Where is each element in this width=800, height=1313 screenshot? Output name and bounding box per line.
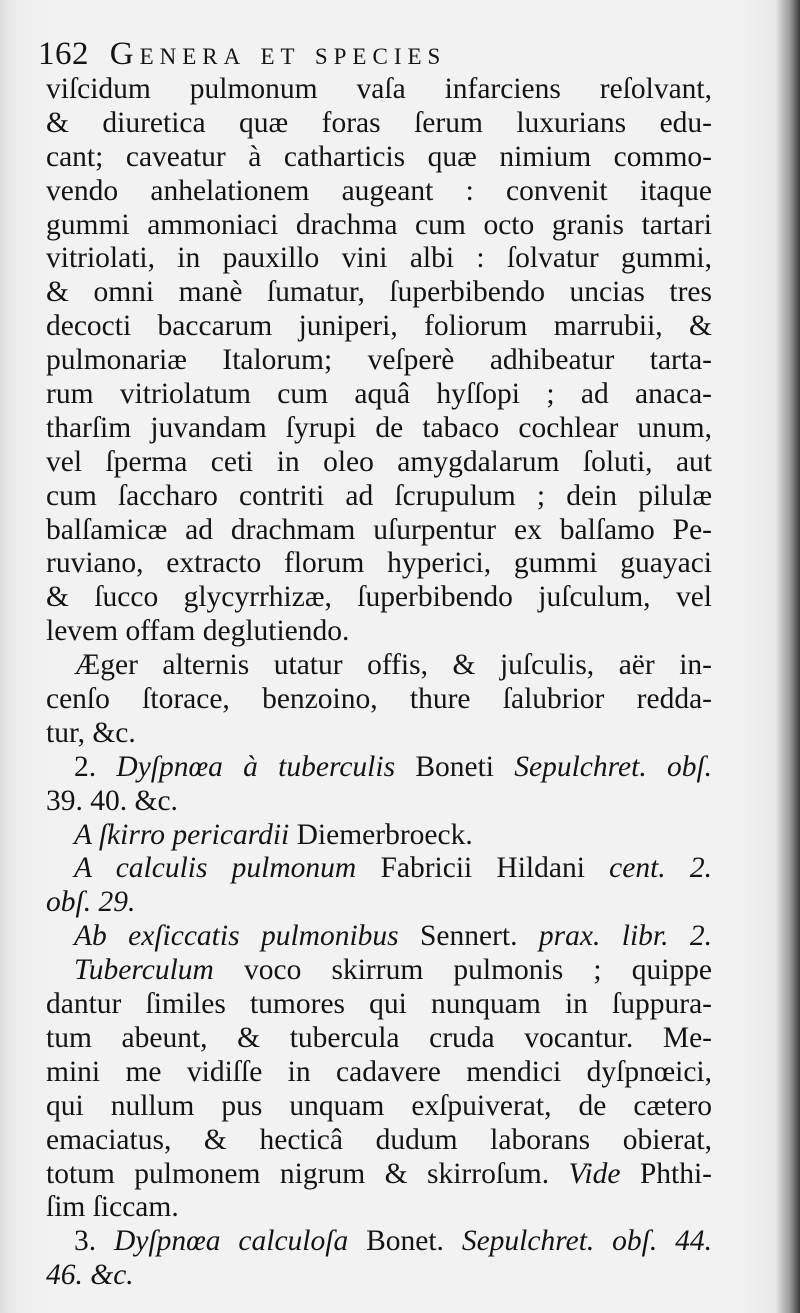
text-line: vendo anhelationem augeant : convenit itaque bbox=[46, 174, 712, 207]
text-line: decocti baccarum juniperi, foliorum marrubii, & bbox=[46, 310, 712, 343]
text-line bbox=[46, 1158, 712, 1192]
text-line: tharſim juvandam ſyrupi de tabaco cochlear unum, bbox=[46, 411, 712, 444]
text-line: gummi ammoniaci drachma cum octo granis tartari bbox=[46, 208, 712, 241]
running-title: Genera et species bbox=[109, 36, 447, 72]
text-line: & ſucco glycyrrhizæ, ſuperbibendo juſculum, vel bbox=[46, 581, 712, 614]
text-line: tur, &c. bbox=[46, 716, 136, 749]
reference-2c bbox=[46, 920, 712, 954]
reference-source: cent. 2. bbox=[609, 852, 712, 885]
tuberculum-first-line bbox=[46, 954, 712, 988]
text-line: ſim ſiccam. bbox=[46, 1191, 179, 1224]
text-line: viſcidum pulmonum vaſa infarciens reſolvant, bbox=[46, 73, 712, 105]
running-head bbox=[38, 38, 446, 71]
reference-3-continuation: 46. &c. bbox=[46, 1259, 134, 1292]
reference-author: Bonet. bbox=[366, 1225, 444, 1258]
reference-2b-continuation: obſ. 29. bbox=[46, 886, 136, 919]
text-line: & diuretica quæ foras ſerum luxurians edu- bbox=[46, 106, 712, 139]
reference-title: Dyſpnœa à tuberculis bbox=[116, 750, 396, 783]
text-line: rum vitriolatum cum aquâ hyſſopi ; ad anaca- bbox=[46, 378, 712, 411]
reference-title: Dyſpnœa calculoſa bbox=[114, 1225, 349, 1258]
reference-author: Diemerbroeck. bbox=[296, 818, 473, 851]
reference-source: Sepulchret. obſ. bbox=[514, 750, 713, 783]
reference-2-continuation: 39. 40. &c. bbox=[46, 784, 178, 817]
reference-title: A ſkirro pericardii bbox=[74, 818, 290, 851]
text-line: cant; caveatur à catharticis quæ nimium commo- bbox=[46, 140, 712, 173]
text-line: balſamicæ ad drachmam uſurpentur ex balſamo Pe- bbox=[46, 513, 712, 546]
reference-author: Sennert. bbox=[420, 920, 518, 953]
reference-number: 2. bbox=[74, 750, 97, 783]
text-span: Phthi- bbox=[639, 1157, 712, 1190]
reference-number: 3. bbox=[74, 1225, 97, 1258]
paragraph-first-line: Æger alternis utatur offis, & juſculis, aër in- bbox=[74, 649, 712, 682]
reference-3 bbox=[46, 1225, 712, 1259]
vide-word: Vide bbox=[568, 1157, 621, 1190]
text-line: cum ſaccharo contriti ad ſcrupulum ; dein pilulæ bbox=[46, 479, 712, 512]
text-line: emaciatus, & hecticâ dudum laborans obierat, bbox=[46, 1123, 712, 1156]
reference-title: A calculis pulmonum bbox=[74, 852, 357, 885]
text-line: cenſo ſtorace, benzoino, thure ſalubrior redda- bbox=[46, 683, 712, 716]
text-span: totum pulmonem nigrum & skirroſum. bbox=[46, 1157, 550, 1190]
reference-2a bbox=[46, 819, 712, 853]
page-number: 162 bbox=[38, 36, 89, 72]
reference-source: Sepulchret. obſ. 44. bbox=[461, 1225, 712, 1258]
text-line: vitriolati, in pauxillo vini albi : ſolvatur gummi, bbox=[46, 242, 712, 275]
text-line: qui nullum pus unquam exſpuiverat, de cætero bbox=[46, 1089, 712, 1122]
reference-2b bbox=[46, 852, 712, 886]
reference-2 bbox=[46, 751, 712, 785]
text-line: dantur ſimiles tumores qui nunquam in ſuppura- bbox=[46, 988, 712, 1021]
text-line: pulmonariæ Italorum; veſperè adhibeatur tarta- bbox=[46, 344, 712, 377]
text-line: & omni manè ſumatur, ſuperbibendo uncias tres bbox=[46, 276, 712, 309]
text-line: levem offam deglutiendo. bbox=[46, 615, 350, 648]
text-line: ruviano, extracto florum hyperici, gummi guayaci bbox=[46, 547, 712, 580]
reference-author: Fabricii Hildani bbox=[380, 852, 585, 885]
text-line: mini me vidiſſe in cadavere mendici dyſpnœici, bbox=[46, 1055, 712, 1088]
term-tuberculum: Tuberculum bbox=[74, 954, 214, 987]
reference-author: Boneti bbox=[415, 750, 494, 783]
text-line: vel ſperma ceti in oleo amygdalarum ſoluti, aut bbox=[46, 445, 712, 478]
text-line: tum abeunt, & tubercula cruda vocantur. Me- bbox=[46, 1021, 712, 1054]
reference-source: prax. libr. 2. bbox=[538, 920, 712, 953]
text-span: voco skirrum pulmonis ; quippe bbox=[244, 954, 713, 987]
body-text bbox=[46, 73, 712, 1293]
reference-title: Ab exſiccatis pulmonibus bbox=[74, 920, 399, 953]
